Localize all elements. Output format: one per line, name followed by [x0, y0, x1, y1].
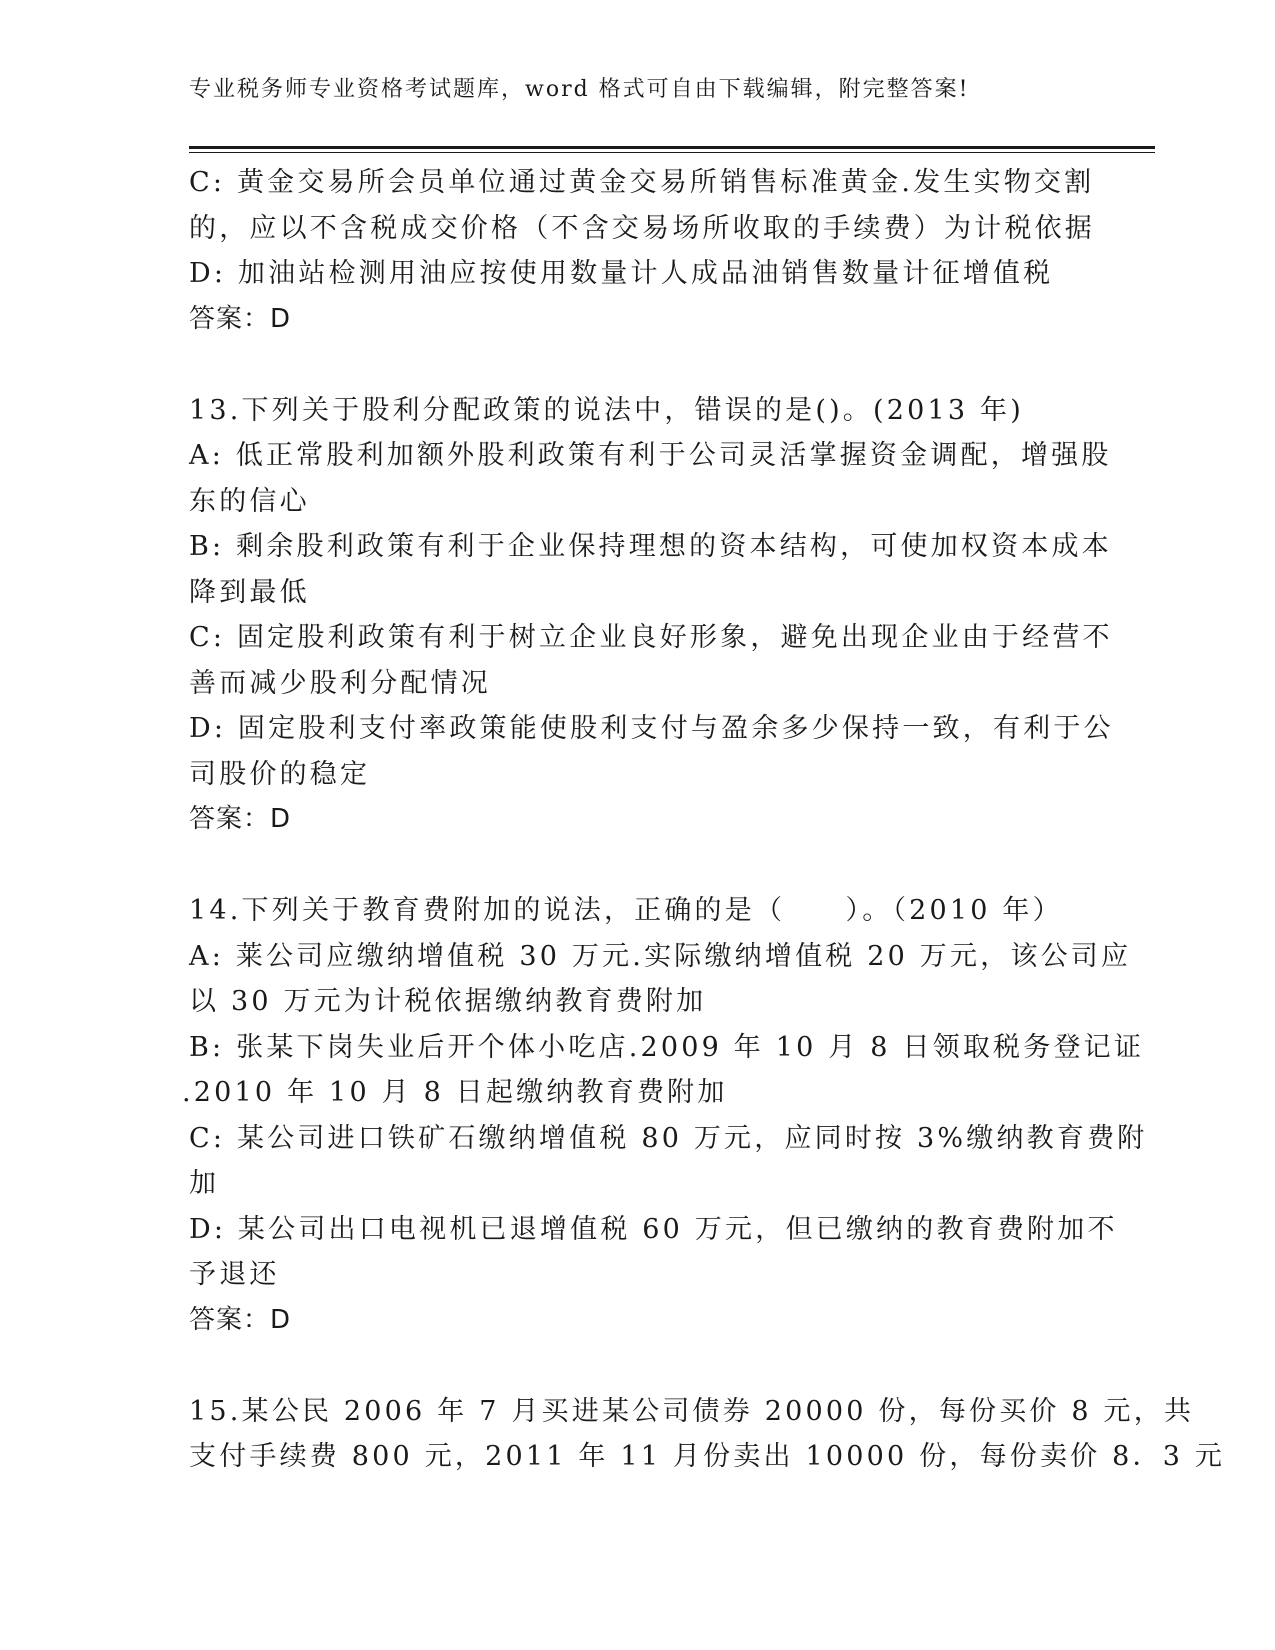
option-b-line-2: .2010 年 10 月 8 日起缴纳教育费附加: [182, 1077, 728, 1108]
answer: 答案：D: [189, 303, 292, 334]
option-a-line-2: 东的信心: [189, 485, 310, 517]
option-d-line-1: D: 加油站检测用油应按使用数量计人成品油销售数量计征增值税: [189, 258, 1054, 289]
spacer: [189, 342, 1089, 388]
option-d-line-2: 司股价的稳定: [189, 758, 371, 790]
spacer: [189, 1343, 1089, 1389]
option-a-line-1: A: 莱公司应缴纳增值税 30 万元.实际缴纳增值税 20 万元，该公司应: [189, 940, 1132, 972]
option-c-line-1: C: 黄金交易所会员单位通过黄金交易所销售标准黄金.发生实物交割: [189, 167, 1095, 198]
spacer: [189, 843, 1089, 889]
header-rule-thin: [189, 152, 1155, 153]
option-d-line-1: D: 固定股利支付率政策能使股利支付与盈余多少保持一致，有利于公: [189, 713, 1114, 744]
question-15: [189, 1389, 1226, 1480]
option-b-line-2: 降到最低: [189, 576, 310, 608]
document-body: [182, 160, 1226, 1480]
question-stem: 13.下列关于股利分配政策的说法中，错误的是()。(2013 年): [189, 394, 1024, 426]
question-stem-line-1: 15.某公民 2006 年 7 月买进某公司债券 20000 份，每份买价 8 元，共: [189, 1395, 1195, 1427]
question-14: [182, 888, 1148, 1343]
option-c-line-2: 加: [189, 1168, 220, 1199]
option-a-line-1: A: 低正常股利加额外股利政策有利于公司灵活掌握资金调配，增强股: [189, 440, 1112, 471]
option-a-line-2: 以 30 万元为计税依据缴纳教育费附加: [189, 986, 707, 1017]
question-stem-line-2: 支付手续费 800 元，2011 年 11 月份卖出 10000 份，每份卖价 8．3 元: [189, 1441, 1226, 1472]
question-13: [189, 388, 1114, 843]
option-c-line-2: 善而减少股利分配情况: [189, 667, 491, 699]
page-header: 专业税务师专业资格考试题库，word 格式可自由下载编辑，附完整答案!: [189, 77, 970, 102]
question-12-tail: [189, 160, 1095, 342]
option-c-line-1: C: 某公司进口铁矿石缴纳增值税 80 万元，应同时按 3%缴纳教育费附: [189, 1122, 1148, 1154]
option-c-line-1: C: 固定股利政策有利于树立企业良好形象，避免出现企业由于经营不: [189, 622, 1113, 653]
option-c-line-2: 的，应以不含税成交价格（不含交易场所收取的手续费）为计税依据: [189, 212, 1095, 244]
answer: 答案：D: [189, 1304, 292, 1335]
header-rule-thick: [189, 146, 1155, 149]
option-d-line-2: 予退还: [189, 1259, 280, 1290]
question-stem: 14.下列关于教育费附加的说法，正确的是（ ）。（2010 年）: [189, 895, 1063, 926]
option-b-line-1: B: 剩余股利政策有利于企业保持理想的资本结构，可使加权资本成本: [189, 531, 1112, 562]
answer: 答案：D: [189, 804, 292, 834]
option-b-line-1: B: 张某下岗失业后开个体小吃店.2009 年 10 月 8 日领取税务登记证: [189, 1031, 1145, 1063]
option-d-line-1: D: 某公司出口电视机已退增值税 60 万元，但已缴纳的教育费附加不: [189, 1213, 1118, 1245]
